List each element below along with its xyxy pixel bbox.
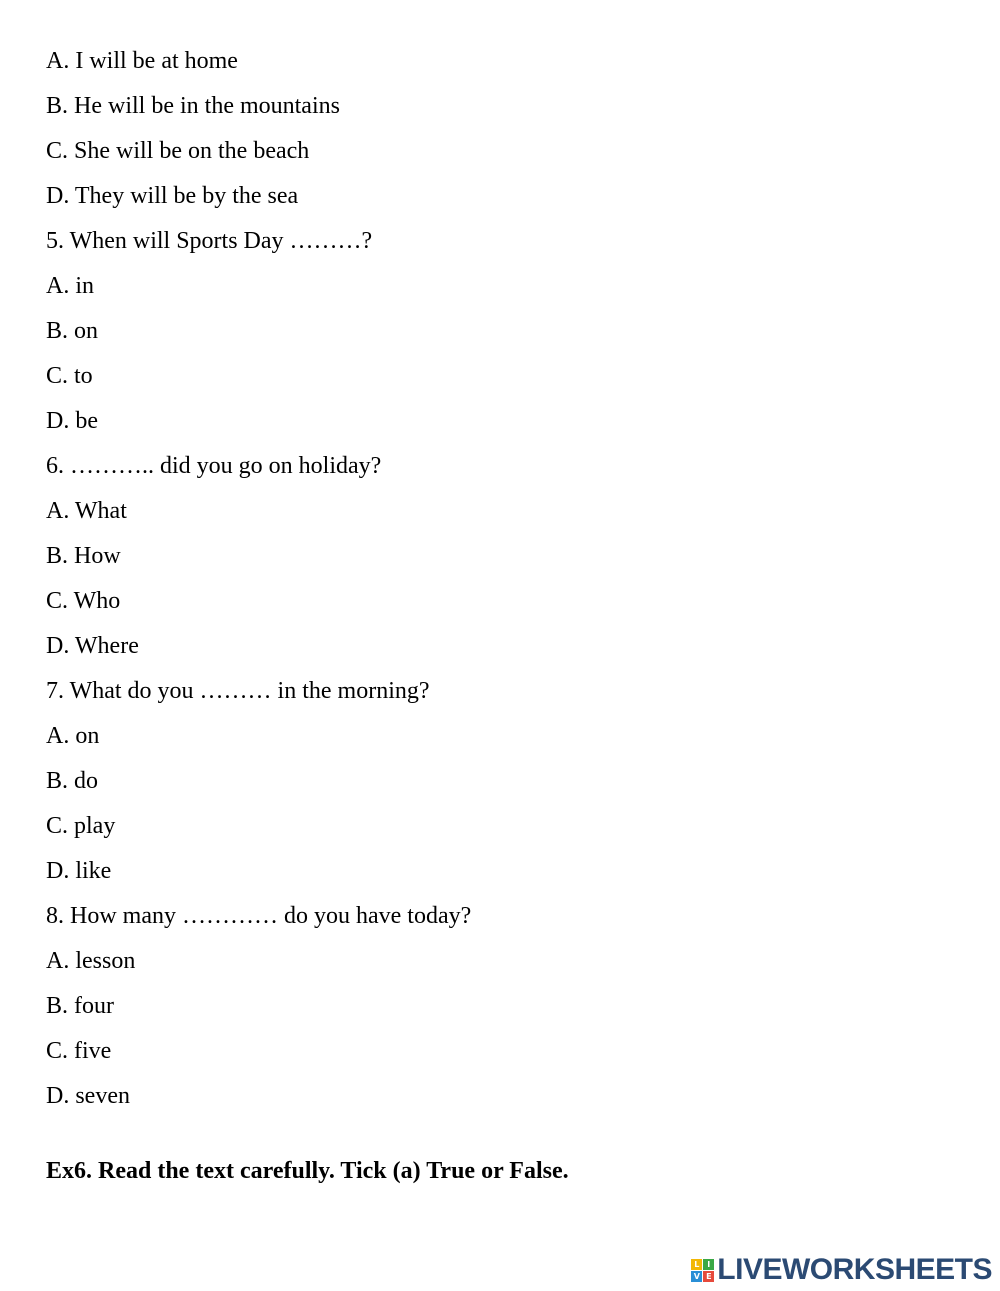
question-6: 6. ……….. did you go on holiday? — [46, 453, 382, 479]
question-8: 8. How many ………… do you have today? — [46, 903, 472, 929]
exercise-6-heading: Ex6. Read the text carefully. Tick (a) True or False. — [46, 1158, 569, 1184]
logo-mark-icon — [691, 1259, 714, 1282]
option-b-q8: B. four — [46, 993, 114, 1019]
option-a-q5: A. in — [46, 273, 94, 299]
option-b-q7: B. do — [46, 768, 99, 794]
logo-mark-cell: V — [691, 1271, 702, 1282]
option-c-q4: C. She will be on the beach — [46, 138, 310, 164]
option-c-q7: C. play — [46, 813, 116, 839]
option-d-q7: D. like — [46, 858, 112, 884]
logo-mark-cell: I — [703, 1259, 714, 1270]
liveworksheets-logo — [691, 1253, 992, 1287]
option-a-q6: A. What — [46, 498, 127, 524]
question-7: 7. What do you ……… in the morning? — [46, 678, 430, 704]
option-d-q6: D. Where — [46, 633, 139, 659]
option-b-q5: B. on — [46, 318, 99, 344]
option-d-q4: D. They will be by the sea — [46, 183, 299, 209]
option-b-q6: B. How — [46, 543, 121, 569]
option-a-q4: A. I will be at home — [46, 48, 238, 74]
logo-mark-cell: E — [703, 1271, 714, 1282]
option-c-q8: C. five — [46, 1038, 112, 1064]
logo-text: LIVEWORKSHEETS — [717, 1253, 992, 1286]
option-b-q4: B. He will be in the mountains — [46, 93, 340, 119]
option-c-q6: C. Who — [46, 588, 121, 614]
option-c-q5: C. to — [46, 363, 93, 389]
question-5: 5. When will Sports Day ………? — [46, 228, 373, 254]
option-d-q8: D. seven — [46, 1083, 130, 1109]
option-d-q5: D. be — [46, 408, 98, 434]
option-a-q7: A. on — [46, 723, 100, 749]
option-a-q8: A. lesson — [46, 948, 136, 974]
logo-mark-cell: L — [691, 1259, 702, 1270]
